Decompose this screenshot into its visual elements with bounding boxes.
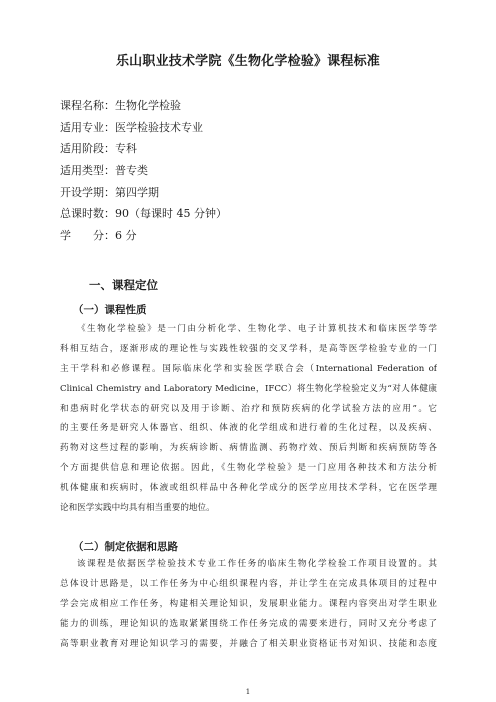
paragraph-line: 和患病时化学状态的研究以及用于诊断、治疗和预防疾病的化学试验方法的应用”。它 [60, 403, 437, 414]
paragraph-line: 主干学科和必修课程。国际临床化学和实验医学联合会（International Federation of [60, 363, 437, 374]
page-number: 1 [245, 688, 251, 696]
paragraph-line: 学会完成相应工作任务，构建相关理论知识，发展职业能力。课程内容突出对学生职业 [60, 598, 437, 609]
meta-value: 专科 [115, 142, 137, 156]
document-title: 乐山职业技术学院《生物化学检验》课程标准 [115, 54, 380, 69]
subsection-heading-basis-and-approach: （二）制定依据和思路 [73, 541, 178, 553]
paragraph-line: 高等职业教育对理论知识学习的需要，并融合了相关职业资格证书对知识、技能和态度 [60, 638, 437, 649]
meta-value: 生物化学检验 [115, 99, 181, 112]
meta-label: 适用阶段： [60, 142, 115, 156]
meta-value: 普专类 [115, 164, 148, 178]
meta-label: 适用专业： [60, 120, 115, 134]
meta-value: 第四学期 [115, 185, 159, 199]
paragraph-line: 的主要任务是研究人体器官、组织、体液的化学组成和进行着的生化过程，以及疾病、 [60, 423, 437, 434]
meta-row-credits [60, 225, 227, 247]
meta-label: 总课时数： [60, 207, 115, 221]
paragraph-line: 科相互结合，逐渐形成的理论性与实践性较强的交叉学科，是高等医学检验专业的一门 [60, 343, 437, 354]
meta-value: 医学检验技术专业 [115, 120, 203, 134]
paragraph-line: 药物对这些过程的影响，为疾病诊断、病情监测、药物疗效、预后判断和疾病预防等各 [60, 443, 437, 454]
paragraph-line: 《生物化学检验》是一门由分析化学、生物化学、电子计算机技术和临床医学等学 [77, 324, 437, 334]
paragraph-basis-and-approach [60, 555, 437, 654]
meta-value: 6 分 [115, 229, 137, 243]
meta-row-course-name [60, 95, 227, 117]
paragraph-line: 能力的训练，理论知识的选取紧紧围绕工作任务完成的需要来进行，同时又充分考虑了 [60, 618, 437, 629]
meta-row-major [60, 117, 227, 139]
meta-label: 学 分： [60, 229, 115, 243]
paragraph-line: 总体设计思路是，以工作任务为中心组织课程内容，并让学生在完成具体项目的过程中 [60, 578, 437, 589]
paragraph-line: 机体健康和疾病时，体液或组织样品中各种化学成分的医学应用技术学科，它在医学理 [60, 483, 437, 494]
paragraph-line: Clinical Chemistry and Laboratory Medicine，IFCC）将生物化学检验定义为“对人体健康 [60, 383, 437, 394]
meta-label: 课程名称： [60, 99, 115, 112]
meta-row-stage [60, 138, 227, 160]
meta-label: 适用类型： [60, 164, 115, 178]
meta-row-type [60, 160, 227, 182]
paragraph-course-nature [60, 320, 437, 519]
meta-row-semester [60, 182, 227, 204]
paragraph-line: 个方面提供信息和理论依据。因此，《生物化学检验》是一门应用各种技术和方法分析 [60, 463, 437, 474]
meta-row-hours [60, 203, 227, 225]
course-info [60, 95, 227, 247]
meta-value: 90（每课时 45 分钟） [115, 207, 227, 221]
section-heading-course-positioning: 一、课程定位 [89, 278, 158, 292]
paragraph-line: 该课程是依据医学检验技术专业工作任务的临床生物化学检验工作项目设置的。其 [77, 559, 437, 569]
paragraph-line: 论和医学实践中均具有相当重要的地位。 [60, 503, 215, 514]
meta-label: 开设学期： [60, 185, 115, 199]
subsection-heading-course-nature: （一）课程性质 [73, 304, 147, 316]
